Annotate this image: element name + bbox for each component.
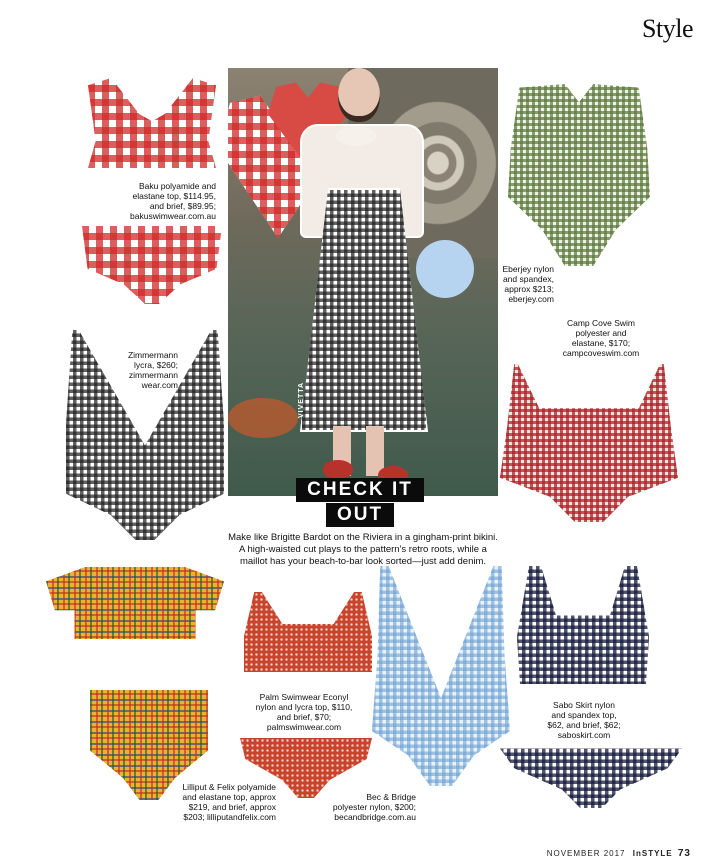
caption-line: lycra, $260;	[134, 360, 178, 370]
caption-line: Sabo Skirt nylon	[553, 700, 615, 710]
model-shoe-left	[323, 460, 353, 478]
bec-caption	[318, 792, 416, 822]
section-label: Style	[642, 14, 693, 43]
headline-line-2: OUT	[326, 503, 394, 527]
caption-line: bakuswimwear.com.au	[130, 211, 216, 221]
zimmermann-caption	[100, 350, 178, 390]
deck-copy	[218, 532, 508, 568]
deck-line: Make like Brigitte Bardot on the Riviera in a gingham-print bikini.	[228, 532, 498, 543]
caption-line: campcoveswim.com	[562, 348, 640, 358]
bec-swimsuit-image	[372, 566, 510, 786]
caption-line: $62, and brief, $62;	[547, 720, 621, 730]
baku-caption	[100, 181, 216, 221]
caption-line: Eberjey nylon	[502, 264, 554, 274]
collage-photo	[228, 68, 498, 496]
caption-line: and spandex top,	[551, 710, 617, 720]
sabo-top-image	[508, 566, 658, 684]
caption-line: and brief, $70;	[276, 712, 332, 722]
baku-brief-image	[82, 226, 222, 304]
caption-line: saboskirt.com	[557, 730, 611, 740]
caption-line: eberjey.com	[508, 294, 554, 304]
page-footer	[547, 848, 691, 859]
eberjey-swimsuit-image	[508, 84, 650, 266]
caption-line: $203; lilliputandfelix.com	[183, 812, 276, 822]
caption-line: Zimmermann	[127, 350, 178, 360]
deck-line: maillot has your beach-to-bar look sorted—just add denim.	[239, 556, 487, 567]
caption-line: nylon and lycra top, $110,	[255, 702, 353, 712]
footer-brand: InSTYLE	[632, 849, 673, 858]
lilliput-top-image	[46, 567, 224, 639]
caption-line: zimmermann	[128, 370, 178, 380]
deck-line: A high-waisted cut plays to the pattern's retro roots, while a	[239, 544, 487, 555]
model-bow	[336, 126, 376, 146]
koi-fish	[228, 398, 298, 438]
caption-line: becandbridge.com.au	[334, 812, 416, 822]
caption-line: palmswimwear.com	[266, 722, 342, 732]
caption-line: wear.com	[141, 380, 178, 390]
sabo-brief-image	[500, 742, 682, 808]
caption-line: Baku polyamide and	[138, 181, 216, 191]
caption-line: Camp Cove Swim	[566, 318, 636, 328]
campcove-caption	[536, 318, 666, 358]
baku-top-image	[88, 78, 216, 168]
caption-line: elastane, $170;	[571, 338, 631, 348]
eberjey-caption	[470, 264, 554, 304]
caption-line: polyester nylon, $200;	[332, 802, 416, 812]
photo-credit: VIVETTA	[298, 381, 305, 418]
caption-line: and elastane top, approx	[182, 792, 276, 802]
caption-line: and spandex,	[502, 274, 554, 284]
palm-top-image	[244, 592, 372, 672]
caption-line: polyester and	[575, 328, 627, 338]
caption-line: $219, and brief, approx	[188, 802, 276, 812]
footer-month: NOVEMBER 2017	[546, 849, 626, 858]
sabo-caption	[520, 700, 648, 740]
caption-line: approx $213;	[504, 284, 554, 294]
lilliput-caption	[140, 782, 276, 822]
light-blue-circle	[416, 240, 474, 298]
caption-line: and brief, $89.95;	[149, 201, 216, 211]
headline-line-1: CHECK IT	[296, 478, 424, 502]
caption-line: Palm Swimwear Econyl	[259, 692, 349, 702]
caption-line: Bec & Bridge	[366, 792, 416, 802]
caption-line: elastane top, $114.95,	[132, 191, 216, 201]
caption-line: Lilliput & Felix polyamide	[182, 782, 276, 792]
model-head	[338, 68, 380, 122]
palm-caption	[240, 692, 368, 732]
campcove-swimsuit-image	[500, 364, 678, 522]
page-number: 73	[677, 848, 691, 859]
